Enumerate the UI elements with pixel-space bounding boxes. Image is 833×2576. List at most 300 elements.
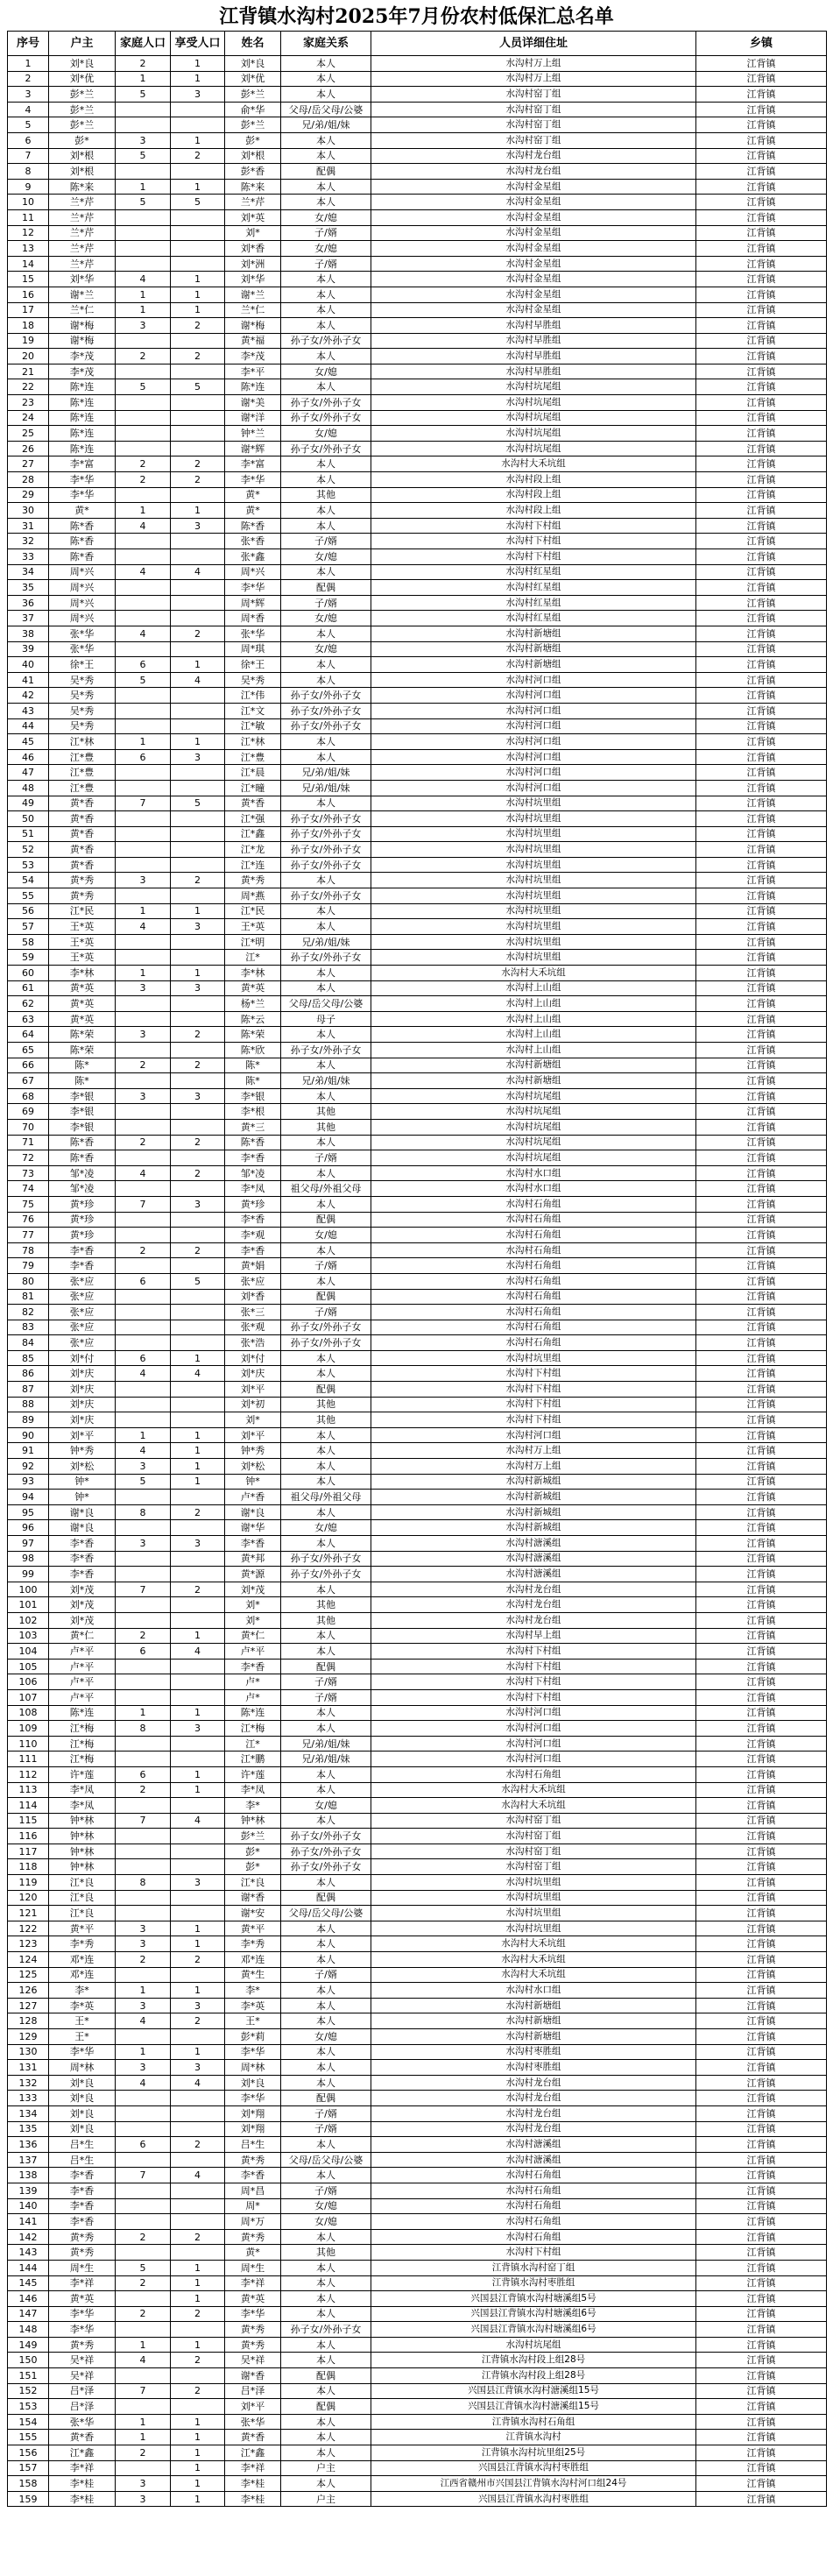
cell-family-size: 4 <box>116 2013 171 2029</box>
cell-address: 水沟村坑里组 <box>371 842 696 858</box>
cell-serial-number: 149 <box>8 2337 49 2353</box>
cell-township: 江背镇 <box>696 1921 827 1936</box>
cell-beneficiaries <box>171 1043 225 1058</box>
cell-family-size <box>116 1412 171 1428</box>
table-row <box>8 2091 827 2106</box>
cell-serial-number: 95 <box>8 1504 49 1520</box>
cell-household-head: 黄*英 <box>49 1011 116 1027</box>
cell-township: 江背镇 <box>696 780 827 796</box>
table-row <box>8 2152 827 2168</box>
cell-name: 俞*华 <box>225 102 281 117</box>
cell-address: 水沟村坑尾组 <box>371 1088 696 1104</box>
cell-address: 水沟村大禾坑组 <box>371 1782 696 1798</box>
cell-township: 江背镇 <box>696 1766 827 1782</box>
cell-household-head: 张*应 <box>49 1335 116 1351</box>
cell-address: 兴国县江背镇水沟村塘溪组6号 <box>371 2306 696 2322</box>
cell-relationship: 兄/弟/姐/妹 <box>281 765 371 781</box>
cell-township: 江背镇 <box>696 688 827 704</box>
cell-household-head: 张*应 <box>49 1320 116 1335</box>
cell-family-size <box>116 611 171 626</box>
cell-beneficiaries <box>171 102 225 117</box>
table-row <box>8 395 827 411</box>
cell-township: 江背镇 <box>696 2491 827 2507</box>
cell-name: 江*伟 <box>225 688 281 704</box>
table-row <box>8 966 827 981</box>
cell-address: 水沟村下村组 <box>371 2245 696 2261</box>
header-relationship: 家庭关系 <box>281 32 371 56</box>
cell-relationship: 本人 <box>281 1705 371 1721</box>
cell-township: 江背镇 <box>696 966 827 981</box>
cell-family-size: 2 <box>116 456 171 472</box>
cell-family-size <box>116 117 171 133</box>
cell-family-size: 1 <box>116 966 171 981</box>
cell-relationship: 配偶 <box>281 1659 371 1674</box>
cell-family-size <box>116 2322 171 2338</box>
cell-name: 谢*良 <box>225 1504 281 1520</box>
cell-beneficiaries: 2 <box>171 472 225 488</box>
cell-relationship: 本人 <box>281 1196 371 1212</box>
cell-township: 江背镇 <box>696 1350 827 1366</box>
cell-name: 彭*香 <box>225 164 281 180</box>
cell-name: 周*香 <box>225 611 281 626</box>
cell-address: 水沟村万上组 <box>371 71 696 87</box>
cell-serial-number: 77 <box>8 1228 49 1243</box>
cell-beneficiaries <box>171 1228 225 1243</box>
cell-name: 卢*香 <box>225 1490 281 1505</box>
cell-serial-number: 14 <box>8 256 49 272</box>
table-row <box>8 1674 827 1690</box>
cell-relationship: 本人 <box>281 2275 371 2291</box>
cell-family-size: 1 <box>116 2044 171 2060</box>
cell-serial-number: 117 <box>8 1844 49 1859</box>
cell-address: 水沟村大禾坑组 <box>371 1936 696 1952</box>
cell-relationship: 祖父母/外祖父母 <box>281 1181 371 1197</box>
cell-serial-number: 27 <box>8 456 49 472</box>
cell-household-head: 邓*连 <box>49 1967 116 1983</box>
cell-household-head: 江*林 <box>49 734 116 750</box>
cell-township: 江背镇 <box>696 1242 827 1258</box>
cell-relationship: 子/婿 <box>281 1305 371 1320</box>
cell-family-size: 1 <box>116 903 171 919</box>
cell-township: 江背镇 <box>696 1366 827 1382</box>
cell-address: 水沟村石角组 <box>371 1289 696 1305</box>
cell-beneficiaries: 3 <box>171 919 225 935</box>
cell-relationship: 本人 <box>281 2044 371 2060</box>
cell-relationship: 本人 <box>281 179 371 195</box>
cell-serial-number: 106 <box>8 1674 49 1690</box>
cell-family-size: 7 <box>116 2168 171 2183</box>
cell-relationship: 本人 <box>281 903 371 919</box>
cell-household-head: 李*香 <box>49 1242 116 1258</box>
cell-beneficiaries <box>171 1181 225 1197</box>
cell-serial-number: 98 <box>8 1551 49 1567</box>
cell-relationship: 子/婿 <box>281 1674 371 1690</box>
table-row <box>8 1721 827 1737</box>
cell-beneficiaries: 5 <box>171 796 225 811</box>
table-row <box>8 672 827 688</box>
table-row <box>8 117 827 133</box>
cell-family-size <box>116 2029 171 2045</box>
cell-serial-number: 34 <box>8 564 49 580</box>
cell-household-head: 周*生 <box>49 2260 116 2275</box>
cell-township: 江背镇 <box>696 595 827 611</box>
table-row <box>8 1536 827 1552</box>
cell-serial-number: 81 <box>8 1289 49 1305</box>
cell-relationship: 配偶 <box>281 2399 371 2415</box>
cell-family-size <box>116 164 171 180</box>
cell-household-head: 陈* <box>49 1073 116 1089</box>
cell-beneficiaries: 4 <box>171 2168 225 2183</box>
cell-relationship: 孙子女/外孙子女 <box>281 857 371 873</box>
cell-address: 江背镇水沟村枣胜组 <box>371 2275 696 2291</box>
cell-address: 水沟村河口组 <box>371 749 696 765</box>
cell-serial-number: 12 <box>8 225 49 241</box>
cell-beneficiaries: 1 <box>171 734 225 750</box>
cell-relationship: 本人 <box>281 456 371 472</box>
cell-family-size: 1 <box>116 1983 171 1999</box>
cell-beneficiaries <box>171 426 225 442</box>
cell-family-size <box>116 1382 171 1398</box>
cell-address: 水沟村龙台组 <box>371 2105 696 2121</box>
cell-name: 李*香 <box>225 1150 281 1166</box>
cell-name: 许*莲 <box>225 1766 281 1782</box>
cell-name: 谢*安 <box>225 1906 281 1921</box>
cell-family-size <box>116 1859 171 1875</box>
cell-name: 周*林 <box>225 2060 281 2076</box>
cell-family-size: 5 <box>116 195 171 210</box>
cell-relationship: 父母/岳父母/公婆 <box>281 1906 371 1921</box>
cell-family-size: 3 <box>116 1536 171 1552</box>
table-header-row <box>8 32 827 56</box>
cell-name: 钟*秀 <box>225 1443 281 1459</box>
cell-beneficiaries: 2 <box>171 1582 225 1597</box>
cell-serial-number: 86 <box>8 1366 49 1382</box>
cell-name: 黄* <box>225 503 281 519</box>
cell-address: 江背镇水沟村段上组28号 <box>371 2368 696 2384</box>
cell-beneficiaries <box>171 950 225 966</box>
cell-relationship: 本人 <box>281 1875 371 1891</box>
table-row <box>8 2275 827 2291</box>
cell-relationship: 孙子女/外孙子女 <box>281 842 371 858</box>
cell-relationship: 本人 <box>281 1628 371 1644</box>
cell-township: 江背镇 <box>696 2368 827 2384</box>
cell-family-size: 3 <box>116 1088 171 1104</box>
cell-beneficiaries <box>171 1150 225 1166</box>
table-row <box>8 1551 827 1567</box>
cell-name: 黄*香 <box>225 2430 281 2445</box>
cell-address: 水沟村坑里组 <box>371 826 696 842</box>
table-row <box>8 534 827 549</box>
cell-address: 水沟村新塘组 <box>371 2029 696 2045</box>
cell-name: 刘*翔 <box>225 2121 281 2137</box>
cell-relationship: 孙子女/外孙子女 <box>281 395 371 411</box>
cell-relationship: 本人 <box>281 1782 371 1798</box>
cell-address: 水沟村坑里组 <box>371 903 696 919</box>
cell-beneficiaries: 2 <box>171 873 225 888</box>
cell-relationship: 本人 <box>281 195 371 210</box>
table-row <box>8 780 827 796</box>
cell-household-head: 黄*英 <box>49 2291 116 2307</box>
cell-name: 李*平 <box>225 364 281 379</box>
cell-serial-number: 51 <box>8 826 49 842</box>
cell-household-head: 彭*兰 <box>49 102 116 117</box>
cell-relationship: 本人 <box>281 1952 371 1968</box>
cell-relationship: 本人 <box>281 1027 371 1043</box>
cell-relationship: 本人 <box>281 1582 371 1597</box>
cell-relationship: 本人 <box>281 1813 371 1829</box>
cell-relationship: 本人 <box>281 56 371 72</box>
cell-serial-number: 153 <box>8 2399 49 2415</box>
cell-name: 张*浩 <box>225 1335 281 1351</box>
cell-beneficiaries <box>171 1397 225 1412</box>
cell-township: 江背镇 <box>696 1721 827 1737</box>
cell-household-head: 周*兴 <box>49 595 116 611</box>
cell-household-head: 张*华 <box>49 2414 116 2430</box>
cell-relationship: 本人 <box>281 1443 371 1459</box>
cell-relationship: 孙子女/外孙子女 <box>281 703 371 718</box>
cell-beneficiaries <box>171 826 225 842</box>
cell-township: 江背镇 <box>696 1382 827 1398</box>
cell-household-head: 钟* <box>49 1474 116 1490</box>
table-row <box>8 1412 827 1428</box>
cell-address: 水沟村河口组 <box>371 1721 696 1737</box>
cell-relationship: 女/媳 <box>281 209 371 225</box>
cell-beneficiaries: 1 <box>171 2491 225 2507</box>
cell-township: 江背镇 <box>696 1813 827 1829</box>
cell-name: 吴*祥 <box>225 2353 281 2368</box>
cell-name: 黄*生 <box>225 1967 281 1983</box>
table-row <box>8 826 827 842</box>
cell-name: 陈*欣 <box>225 1043 281 1058</box>
cell-township: 江背镇 <box>696 2306 827 2322</box>
cell-township: 江背镇 <box>696 395 827 411</box>
cell-beneficiaries <box>171 1612 225 1628</box>
table-row <box>8 2168 827 2183</box>
cell-address: 水沟村新塘组 <box>371 657 696 673</box>
cell-township: 江背镇 <box>696 1011 827 1027</box>
cell-serial-number: 145 <box>8 2275 49 2291</box>
cell-serial-number: 25 <box>8 426 49 442</box>
cell-address: 兴国县江背镇水沟村塘溪组6号 <box>371 2322 696 2338</box>
cell-serial-number: 132 <box>8 2075 49 2091</box>
cell-name: 李*祥 <box>225 2460 281 2476</box>
cell-beneficiaries: 1 <box>171 1628 225 1644</box>
cell-beneficiaries <box>171 1490 225 1505</box>
cell-township: 江背镇 <box>696 1983 827 1999</box>
cell-township: 江背镇 <box>696 1705 827 1721</box>
cell-name: 彭*兰 <box>225 87 281 103</box>
cell-township: 江背镇 <box>696 1459 827 1475</box>
cell-relationship: 孙子女/外孙子女 <box>281 1844 371 1859</box>
cell-family-size: 2 <box>116 2306 171 2322</box>
cell-beneficiaries: 3 <box>171 980 225 996</box>
cell-name: 江*文 <box>225 703 281 718</box>
cell-household-head: 陈*连 <box>49 426 116 442</box>
cell-township: 江背镇 <box>696 364 827 379</box>
cell-serial-number: 67 <box>8 1073 49 1089</box>
cell-township: 江背镇 <box>696 256 827 272</box>
cell-household-head: 刘*茂 <box>49 1612 116 1628</box>
cell-beneficiaries: 1 <box>171 657 225 673</box>
cell-township: 江背镇 <box>696 1104 827 1120</box>
cell-township: 江背镇 <box>696 379 827 395</box>
cell-relationship: 子/婿 <box>281 595 371 611</box>
cell-household-head: 谢*良 <box>49 1504 116 1520</box>
table-row <box>8 980 827 996</box>
cell-serial-number: 2 <box>8 71 49 87</box>
table-row <box>8 934 827 950</box>
cell-relationship: 兄/弟/姐/妹 <box>281 934 371 950</box>
table-row <box>8 1752 827 1767</box>
cell-beneficiaries: 1 <box>171 2291 225 2307</box>
cell-name: 刘*洲 <box>225 256 281 272</box>
cell-household-head: 刘*优 <box>49 71 116 87</box>
cell-family-size: 2 <box>116 2445 171 2461</box>
cell-household-head: 陈*荣 <box>49 1043 116 1058</box>
cell-name: 江*林 <box>225 734 281 750</box>
cell-address: 水沟村河口组 <box>371 780 696 796</box>
table-row <box>8 272 827 287</box>
cell-family-size: 3 <box>116 1459 171 1475</box>
cell-serial-number: 9 <box>8 179 49 195</box>
cell-family-size <box>116 1212 171 1228</box>
cell-serial-number: 68 <box>8 1088 49 1104</box>
cell-name: 李*桂 <box>225 2476 281 2492</box>
cell-address: 水沟村溏溪组 <box>371 1536 696 1552</box>
table-row <box>8 487 827 503</box>
cell-relationship: 本人 <box>281 318 371 334</box>
cell-serial-number: 85 <box>8 1350 49 1366</box>
cell-township: 江背镇 <box>696 1228 827 1243</box>
table-row <box>8 580 827 596</box>
cell-serial-number: 41 <box>8 672 49 688</box>
cell-family-size <box>116 1258 171 1274</box>
table-row <box>8 811 827 827</box>
cell-family-size <box>116 1150 171 1166</box>
cell-name: 周*昌 <box>225 2183 281 2198</box>
cell-family-size <box>116 241 171 257</box>
cell-family-size: 5 <box>116 1474 171 1490</box>
cell-name: 陈* <box>225 1058 281 1073</box>
cell-address: 水沟村早胜组 <box>371 364 696 379</box>
cell-beneficiaries: 1 <box>171 1427 225 1443</box>
cell-township: 江背镇 <box>696 1504 827 1520</box>
cell-township: 江背镇 <box>696 934 827 950</box>
cell-serial-number: 46 <box>8 749 49 765</box>
table-row <box>8 2476 827 2492</box>
cell-relationship: 本人 <box>281 919 371 935</box>
table-row <box>8 595 827 611</box>
cell-serial-number: 87 <box>8 1382 49 1398</box>
cell-serial-number: 141 <box>8 2214 49 2230</box>
cell-beneficiaries: 5 <box>171 379 225 395</box>
cell-serial-number: 20 <box>8 349 49 364</box>
cell-beneficiaries: 1 <box>171 272 225 287</box>
table-row <box>8 456 827 472</box>
cell-serial-number: 143 <box>8 2245 49 2261</box>
cell-township: 江背镇 <box>696 2214 827 2230</box>
cell-address: 水沟村坑里组 <box>371 1875 696 1891</box>
cell-serial-number: 115 <box>8 1813 49 1829</box>
cell-beneficiaries: 1 <box>171 1443 225 1459</box>
cell-beneficiaries: 2 <box>171 1504 225 1520</box>
table-row <box>8 1921 827 1936</box>
cell-family-size: 4 <box>116 1443 171 1459</box>
cell-township: 江背镇 <box>696 811 827 827</box>
cell-beneficiaries <box>171 333 225 349</box>
cell-relationship: 本人 <box>281 1983 371 1999</box>
cell-family-size <box>116 2198 171 2214</box>
cell-name: 钟*林 <box>225 1813 281 1829</box>
cell-beneficiaries: 1 <box>171 503 225 519</box>
cell-serial-number: 48 <box>8 780 49 796</box>
cell-township: 江背镇 <box>696 2044 827 2060</box>
cell-township: 江背镇 <box>696 2183 827 2198</box>
table-row <box>8 1242 827 1258</box>
table-row <box>8 2491 827 2507</box>
cell-household-head: 刘*平 <box>49 1427 116 1443</box>
cell-household-head: 江*民 <box>49 903 116 919</box>
cell-township: 江背镇 <box>696 996 827 1012</box>
cell-address: 水沟村坑尾组 <box>371 1119 696 1135</box>
cell-household-head: 黄*秀 <box>49 888 116 904</box>
cell-name: 刘*华 <box>225 272 281 287</box>
cell-address: 水沟村上山组 <box>371 1011 696 1027</box>
table-row <box>8 1612 827 1628</box>
cell-family-size: 5 <box>116 2260 171 2275</box>
cell-address: 水沟村石角组 <box>371 1196 696 1212</box>
table-row <box>8 318 827 334</box>
cell-name: 黄*秀 <box>225 2337 281 2353</box>
cell-family-size <box>116 1752 171 1767</box>
cell-township: 江背镇 <box>696 2383 827 2399</box>
cell-name: 王*英 <box>225 919 281 935</box>
table-row <box>8 1983 827 1999</box>
cell-household-head: 黄*秀 <box>49 2245 116 2261</box>
cell-family-size: 2 <box>116 1242 171 1258</box>
cell-serial-number: 157 <box>8 2460 49 2476</box>
table-row <box>8 1212 827 1228</box>
cell-relationship: 本人 <box>281 2013 371 2029</box>
cell-relationship: 本人 <box>281 1644 371 1660</box>
cell-serial-number: 54 <box>8 873 49 888</box>
table-row <box>8 2460 827 2476</box>
cell-family-size: 5 <box>116 87 171 103</box>
table-row <box>8 302 827 318</box>
cell-serial-number: 131 <box>8 2060 49 2076</box>
cell-beneficiaries <box>171 1844 225 1859</box>
table-row <box>8 426 827 442</box>
cell-family-size: 1 <box>116 734 171 750</box>
cell-township: 江背镇 <box>696 2075 827 2091</box>
cell-township: 江背镇 <box>696 2091 827 2106</box>
cell-township: 江背镇 <box>696 2414 827 2430</box>
cell-family-size: 4 <box>116 2353 171 2368</box>
cell-family-size <box>116 595 171 611</box>
cell-family-size <box>116 2245 171 2261</box>
cell-name: 卢* <box>225 1689 281 1705</box>
cell-family-size <box>116 996 171 1012</box>
cell-household-head: 黄*珍 <box>49 1228 116 1243</box>
cell-name: 周*辉 <box>225 595 281 611</box>
cell-address: 水沟村万上组 <box>371 1443 696 1459</box>
cell-family-size: 3 <box>116 1921 171 1936</box>
cell-address: 水沟村窑丁组 <box>371 132 696 148</box>
cell-address: 水沟村窑丁组 <box>371 1844 696 1859</box>
table-row <box>8 1798 827 1814</box>
cell-relationship: 孙子女/外孙子女 <box>281 1567 371 1582</box>
cell-beneficiaries: 3 <box>171 518 225 534</box>
